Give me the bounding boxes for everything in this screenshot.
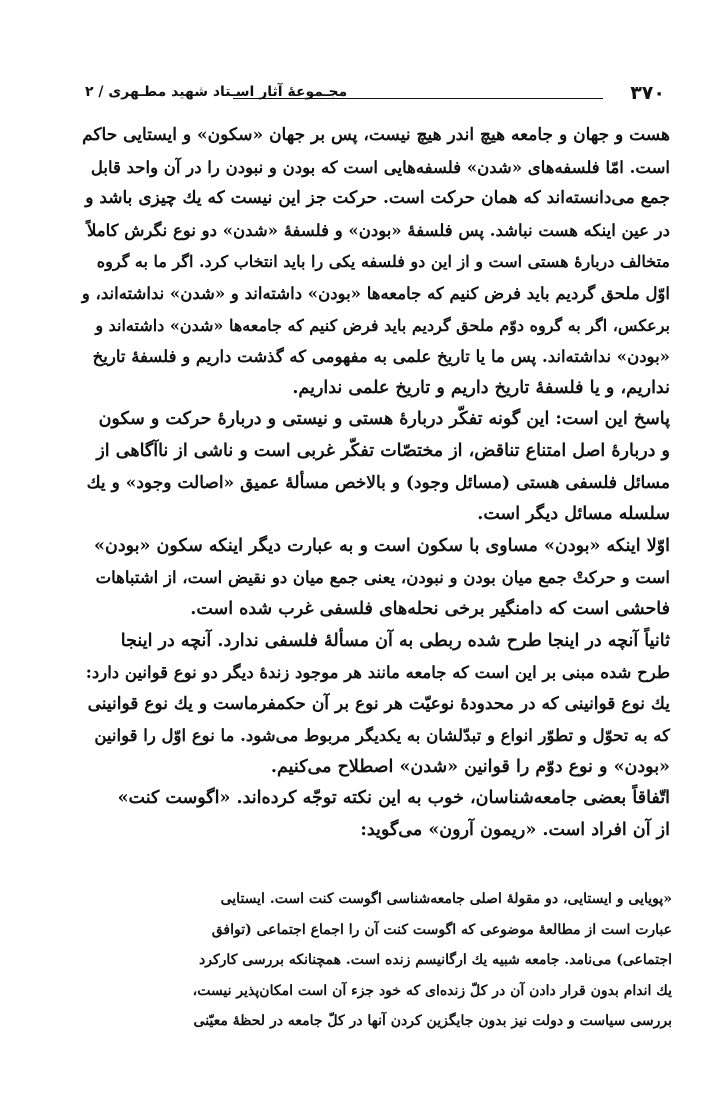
text-line: «بودن» و نوع دوّم را قوانین «شدن» اصطلاح می‌کنیم. (270, 756, 670, 777)
text-line: از آن افراد است. «ریمون آرون» می‌گوید: (360, 820, 670, 841)
text-line: ثانیاً آنچه در اینجا طرح شده ربطی به آن مسألهٔ فلسفی ندارد. آنچه در اینجا (120, 630, 670, 651)
block-quote (82, 884, 672, 1037)
text-line: اوّلا اینکه «بودن» مساوی با سکون است و به عبارت دیگر اینکه سکون «بودن» (94, 535, 670, 556)
quote-line: «پویایی و ایستایی، دو مقولهٔ اصلی جامعه‌شناسی اگوست کنت است. ایستایی (220, 891, 672, 907)
text-line: اوّل ملحق گردیم باید فرض کنیم که جامعه‌ها «بودن» داشته‌اند و «شدن» نداشته‌اند، و (81, 283, 670, 303)
text-line: مسائل فلسفی هستی (مسائل وجود) و بالاخص مسألهٔ عمیق «اصالت وجود» و یك (86, 472, 670, 493)
text-line: فاحشی است که دامنگیر برخی نحله‌های فلسفی غرب شده است. (190, 598, 670, 619)
text-line: یك نوع قوانینی که در محدودهٔ نوعیّت هر نوع بر آن حکمفرماست و یك نوع قوانینی (87, 693, 670, 714)
quote-line: بررسی سیاست و دولت نیز بدون جایگزین کردن آنها در کلّ جامعه در لحظهٔ معیّنی (193, 1013, 672, 1029)
page-header (85, 82, 665, 112)
text-line: نداریم، و یا فلسفهٔ تاریخ داریم و تاریخ علمی نداریم. (292, 377, 670, 398)
text-line: جمع می‌دانسته‌اند که همان حرکت است. حرکت جز این نیست که یك چیزی باشد و (85, 188, 670, 209)
text-line: است و حرکتْ جمع میان بودن و نبودن، یعنی جمع میان دو نقیض است، از اشتباهات (95, 568, 670, 588)
text-line: اتّفاقاً بعضی جامعه‌شناسان، خوب به این نکته توجّه کرده‌اند. «اگوست کنت» (117, 788, 670, 809)
main-text (80, 120, 670, 847)
text-line: سلسله مسائل دیگر است. (477, 504, 670, 525)
quote-line: یك اندام بدون قرار دادن آن در کلّ زنده‌ای که خود جزء آن است امکان‌پذیر نیست، (192, 982, 672, 999)
text-line: و دربارهٔ اصل امتناع تناقض، از مختصّات تفکّر غربی است و ناشی از ناآگاهی از (96, 440, 670, 461)
quote-line: عبارت است از مطالعهٔ موضوعی که اگوست کنت آن را اجماع اجتماعی (توافق (211, 921, 672, 938)
text-line: هست و جهان و جامعه هیچ اندر هیچ نیست، پس بر جهان «سکون» و ایستایی حاکم (82, 125, 670, 145)
text-line: «بودن» نداشته‌اند. پس ما یا تاریخ علمی به مفهومی که گذشت داریم و فلسفهٔ تاریخ (92, 347, 670, 367)
text-line: است. امّا فلسفه‌های «شدن» فلسفه‌هایی است که بودن و نبودن را در آن واحد قابل (90, 157, 670, 177)
text-line: برعکس، اگر به گروه دوّم ملحق گردیم باید فرض کنیم که جامعه‌ها «شدن» داشته‌اند و (95, 315, 670, 335)
page-number: ۳۷۰ (630, 82, 665, 104)
running-title: مجـموعهٔ آثار اسـتاد شهید مطـهری / ۲ (85, 84, 348, 100)
text-line: طرح شده مبنی بر این است که جامعه مانند هر موجود زندهٔ دیگر دو نوع قوانین دارد: (85, 663, 670, 683)
text-line: در عین اینکه هست نباشد. پس فلسفهٔ «بودن» و فلسفهٔ «شدن» دو نوع نگرش کاملاً (86, 220, 670, 240)
quote-line: اجتماعی) می‌نامد. جامعه شبیه یك ارگانیسم زنده است. همچنانکه بررسی کارکرد (199, 952, 672, 968)
text-line: پاسخ این است: این گونه تفکّر دربارهٔ هستی و نیستی و دربارهٔ حرکت و سکون (98, 409, 670, 430)
text-line: متخالف دربارهٔ هستی است و از این دو فلسفه یکی را باید انتخاب کرد. اگر ما به گروه (96, 252, 670, 272)
text-line: که به تحوّل و تطوّر انواع و تبدّلشان به یکدیگر مربوط می‌شود. ما نوع اوّل را قوانین (94, 726, 670, 746)
